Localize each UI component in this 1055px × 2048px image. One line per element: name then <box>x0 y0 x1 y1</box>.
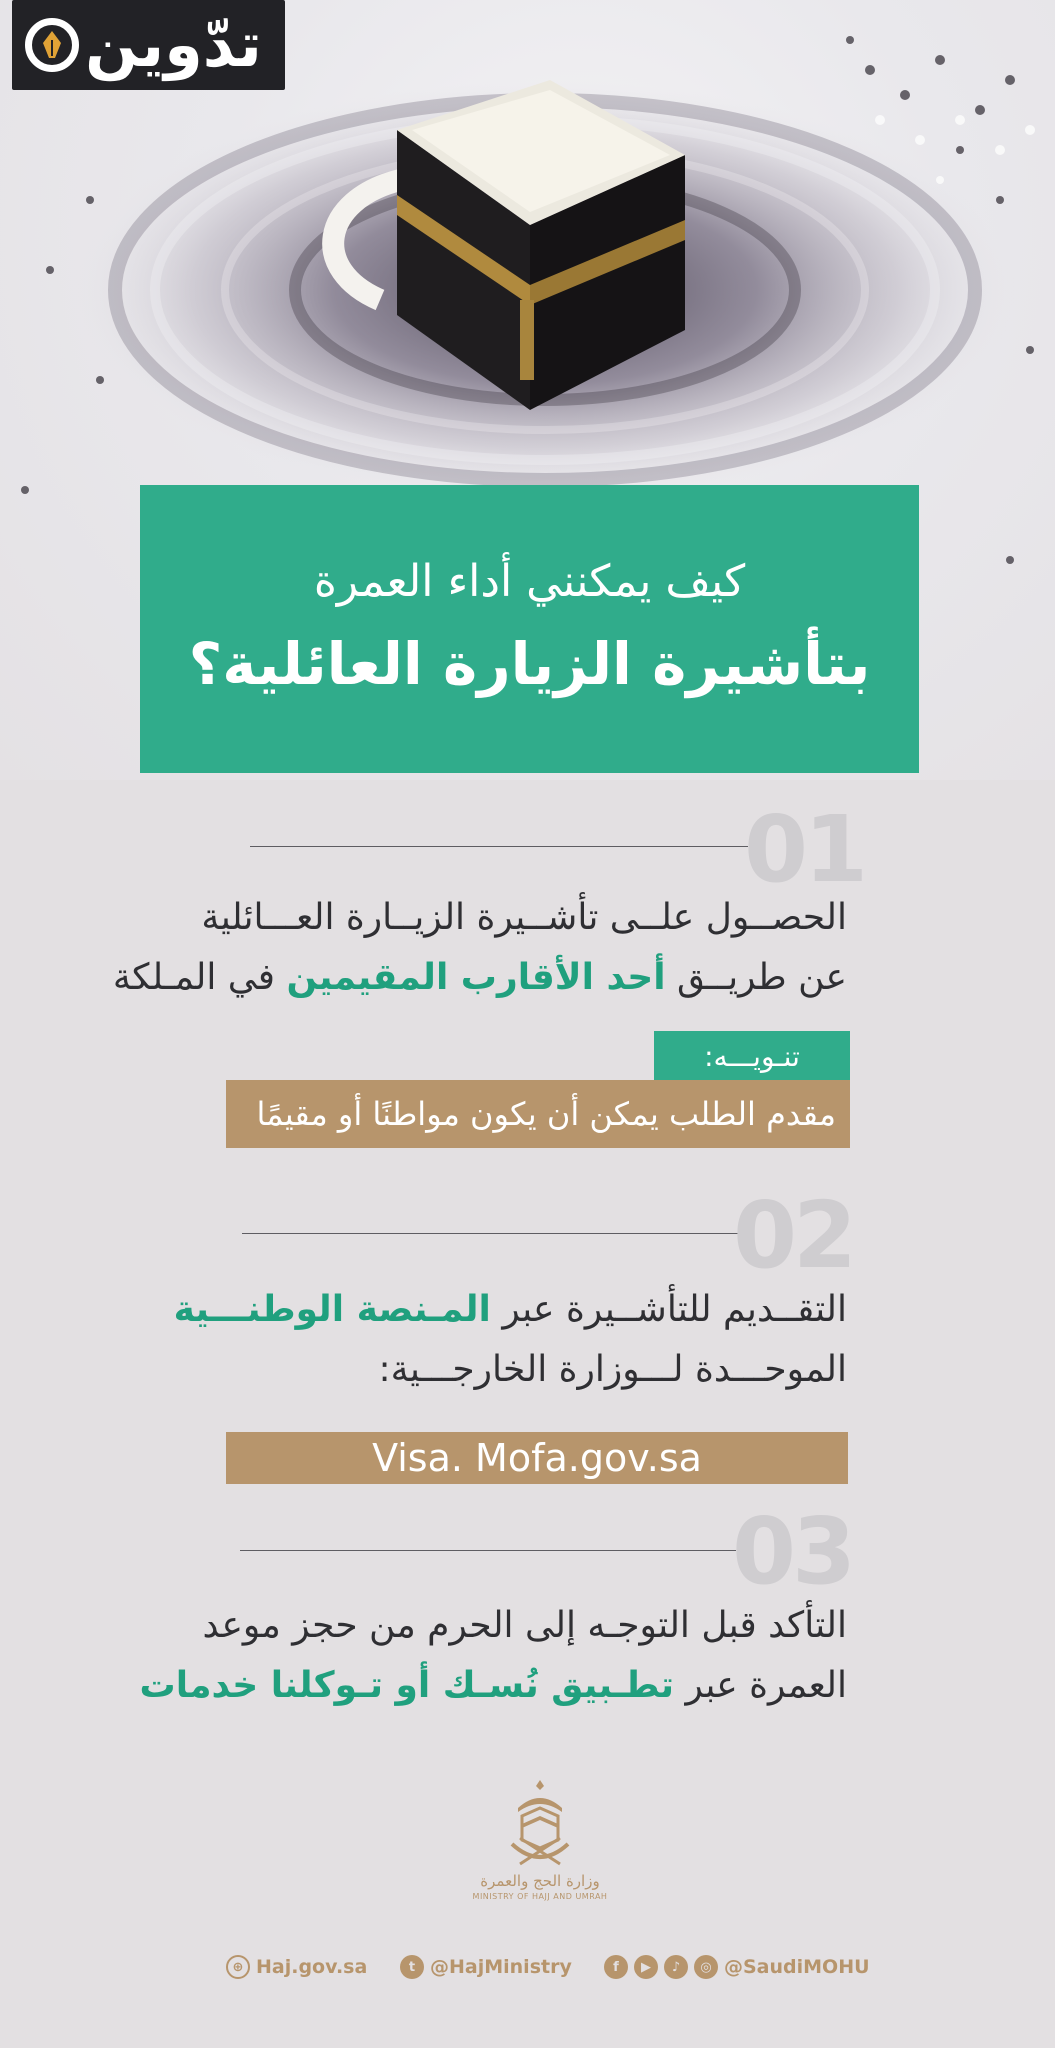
step-1-text <box>113 888 847 1008</box>
step-2-line2: الموحـــدة لـــوزارة الخارجـــية: <box>378 1349 847 1390</box>
site-logo-text: تدّوين <box>85 8 262 81</box>
step-2-text <box>174 1280 847 1400</box>
title-line1: كيف يمكنني أداء العمرة <box>313 555 746 607</box>
note-text: مقدم الطلب يمكن أن يكون مواطنًا أو مقيمًا <box>226 1080 850 1148</box>
youtube-icon: ▶ <box>634 1955 658 1979</box>
footer-social-text: @SaudiMOHU <box>724 1956 870 1978</box>
footer-twitter[interactable] <box>400 1955 572 1979</box>
step-3-number: 03 <box>732 1498 853 1605</box>
title-box <box>140 485 919 773</box>
footer-twitter-text: @HajMinistry <box>430 1956 572 1978</box>
tiktok-icon: ♪ <box>664 1955 688 1979</box>
ministry-name-ar: وزارة الحج والعمرة <box>480 1872 600 1890</box>
step-2-line1-before: التقــديم للتأشــيرة عبر <box>490 1289 847 1330</box>
step-1-highlight: أحد الأقارب المقيمين <box>286 957 666 998</box>
globe-icon: ⊕ <box>226 1955 250 1979</box>
footer-website-text: Haj.gov.sa <box>256 1956 368 1978</box>
site-logo[interactable] <box>12 0 285 90</box>
pen-nib-icon <box>25 18 79 72</box>
footer-website[interactable] <box>226 1955 367 1979</box>
step-1-line2 <box>113 948 847 1008</box>
step-2-highlight: المـنصة الوطنـــية <box>173 1289 491 1330</box>
step-2-number: 02 <box>733 1182 854 1289</box>
ministry-logo <box>462 1778 618 1918</box>
note-label: تنـويـــه: <box>654 1031 850 1081</box>
step-3-line2 <box>140 1656 847 1716</box>
step-1-divider <box>250 846 748 847</box>
visa-url-link[interactable]: Visa. Mofa.gov.sa <box>226 1432 848 1484</box>
ministry-name-en: MINISTRY OF HAJJ AND UMRAH <box>472 1892 608 1901</box>
ministry-emblem-icon <box>500 1778 580 1868</box>
step-1-line2-before: عن طريــق <box>665 957 847 998</box>
step-1-line2-after: في المـلكة <box>112 957 287 998</box>
step-2-line1 <box>174 1280 847 1340</box>
footer <box>0 1955 1055 1989</box>
step-3-line2-before: العمرة عبر <box>674 1665 847 1706</box>
instagram-icon: ◎ <box>694 1955 718 1979</box>
footer-social[interactable] <box>604 1955 870 1979</box>
step-1-line1: الحصــول علــى تأشــيرة الزيــارة العـــائلية <box>201 897 847 938</box>
facebook-icon: f <box>604 1955 628 1979</box>
step-3-text <box>140 1596 847 1716</box>
step-2-divider <box>242 1233 740 1234</box>
step-3-line1: التأكد قبل التوجـه إلى الحرم من حجز موعد <box>202 1605 847 1646</box>
step-1-number: 01 <box>744 796 865 903</box>
step-3-highlight: تطـبيق نُسـك أو تـوكلنا خدمات <box>139 1665 675 1706</box>
twitter-icon: t <box>400 1955 424 1979</box>
title-line2: بتأشيرة الزيارة العائلية؟ <box>188 630 871 698</box>
step-3-divider <box>240 1550 736 1551</box>
